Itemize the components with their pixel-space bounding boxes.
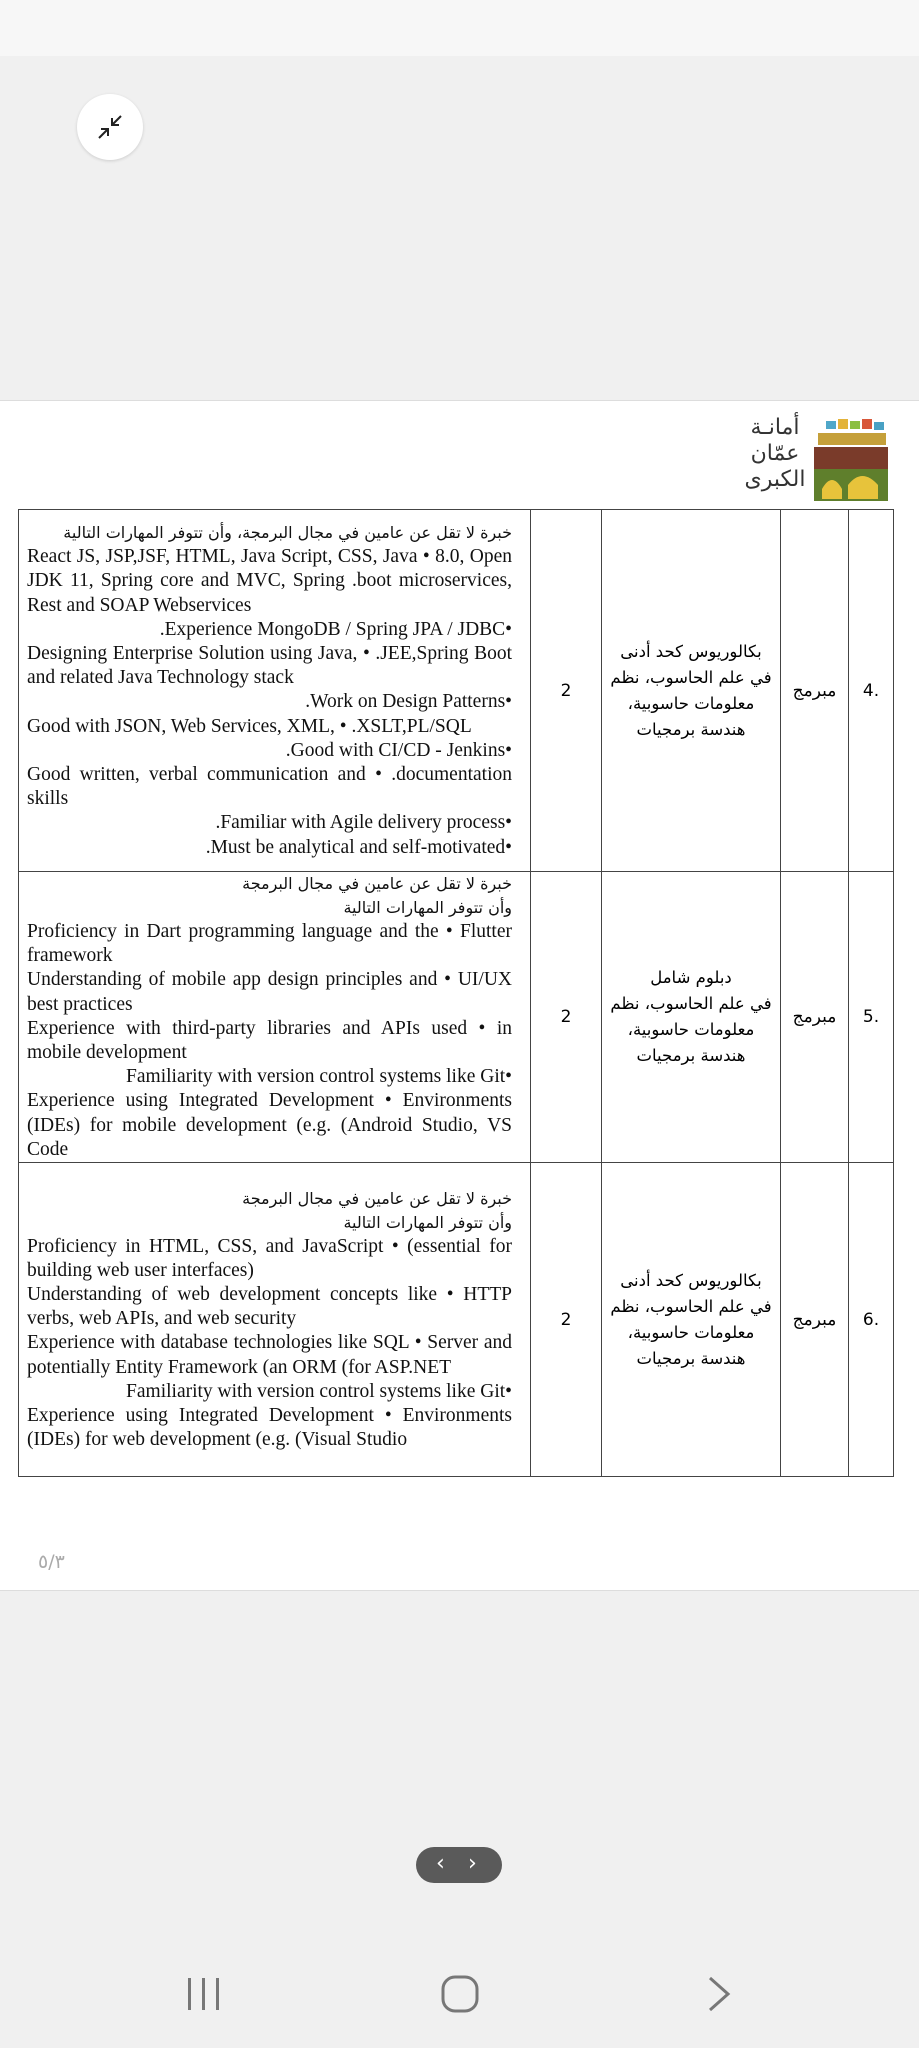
count-cell: 2: [531, 510, 602, 872]
home-icon[interactable]: [440, 1974, 480, 2014]
qualification-cell: بكالوريوس كحد أدنى في علم الحاسوب، نظم معلومات حاسوبية، هندسة برمجيات: [602, 1163, 781, 1477]
logo-text: أمانـة عمّان الكبرى: [744, 415, 806, 492]
skills-cell: [19, 510, 531, 872]
number-cell: .6: [849, 1163, 894, 1477]
skill-item: Understanding of web development concepts like • HTTP verbs, web APIs, and web security: [27, 1284, 512, 1330]
skill-item: Experience with third-party libraries and APIs used • in mobile development: [27, 1017, 512, 1064]
skills-cell: [19, 1163, 531, 1477]
skills-heading: خبرة لا تقل عن عامين في مجال البرمجة، وأن تتوفر المهارات التالية: [63, 523, 512, 543]
collapse-button[interactable]: [77, 94, 143, 160]
skill-item: Experience with database technologies like SQL • Server and potentially Entity Framework (an ORM (for ASP.NET: [27, 1332, 512, 1378]
number-cell: .5: [849, 872, 894, 1163]
status-bar: [0, 0, 919, 56]
skill-item: Designing Enterprise Solution using Java, • .JEE,Spring Boot and related Java Technology stack: [27, 642, 512, 689]
skills-heading: خبرة لا تقل عن عامين في مجال البرمجة وأن تتوفر المهارات التالية: [242, 1188, 512, 1232]
chevron-left-icon[interactable]: ‹: [436, 1851, 445, 1876]
logo-mark-icon: [812, 419, 890, 505]
page-indicator: ٥/٣: [38, 1551, 65, 1573]
recents-icon[interactable]: [184, 1974, 224, 2014]
skill-item: Familiarity with version control systems like Git•: [126, 1380, 512, 1402]
title-cell: مبرمج: [781, 872, 849, 1163]
count-cell: 2: [531, 872, 602, 1163]
collapse-arrows-icon: [97, 114, 123, 140]
count-cell: 2: [531, 1163, 602, 1477]
skill-item: .Work on Design Patterns•: [305, 691, 512, 713]
skill-item: Good written, verbal communication and • .documentation skills: [27, 764, 512, 810]
document-page: [0, 400, 919, 1591]
skill-item: Understanding of mobile app design principles and • UI/UX best practices: [27, 969, 512, 1015]
chevron-right-icon[interactable]: ›: [468, 1851, 477, 1876]
skill-item: Proficiency in HTML, CSS, and JavaScript • (essential for building web user interfaces): [27, 1235, 512, 1281]
skill-item: Good with JSON, Web Services, XML, • .XSLT,PL/SQL: [27, 715, 472, 737]
table-row: [19, 872, 894, 1163]
skill-item: Proficiency in Dart programming language and the • Flutter framework: [27, 921, 512, 967]
page-pager: [416, 1847, 502, 1883]
skills-cell: [19, 872, 531, 1163]
qualification-cell: بكالوريوس كحد أدنى في علم الحاسوب، نظم معلومات حاسوبية، هندسة برمجيات: [602, 510, 781, 872]
skill-item: Experience using Integrated Development • Environments (IDEs) for web development (e.g. (Visual Studio: [27, 1405, 512, 1451]
skill-item: .Familiar with Agile delivery process•: [215, 812, 512, 834]
skill-item: React JS, JSP,JSF, HTML, Java Script, CSS, Java • 8.0, Open JDK 11, Spring core and MVC, Spring .boot microservices, Rest and SOAP Webservices: [27, 546, 512, 616]
number-cell: .4: [849, 510, 894, 872]
skill-item: .Good with CI/CD - Jenkins•: [285, 739, 512, 761]
skill-item: Experience using Integrated Development • Environments (IDEs) for mobile development (e.g. (Android Studio, VS Code: [27, 1090, 512, 1160]
navigation-bar: [0, 1940, 919, 2048]
title-cell: مبرمج: [781, 510, 849, 872]
skill-item: Familiarity with version control systems like Git•: [126, 1066, 512, 1088]
qualification-cell: دبلوم شامل في علم الحاسوب، نظم معلومات حاسوبية، هندسة برمجيات: [602, 872, 781, 1163]
table-row: [19, 1163, 894, 1477]
skills-heading: خبرة لا تقل عن عامين في مجال البرمجة وأن تتوفر المهارات التالية: [242, 874, 512, 917]
back-icon[interactable]: [700, 1974, 740, 2014]
skill-item: .Experience MongoDB / Spring JPA / JDBC•: [159, 618, 512, 640]
title-cell: مبرمج: [781, 1163, 849, 1477]
amman-logo: [740, 415, 890, 505]
skill-item: .Must be analytical and self-motivated•: [205, 836, 512, 858]
jobs-table: [18, 509, 894, 1477]
table-row: [19, 510, 894, 872]
